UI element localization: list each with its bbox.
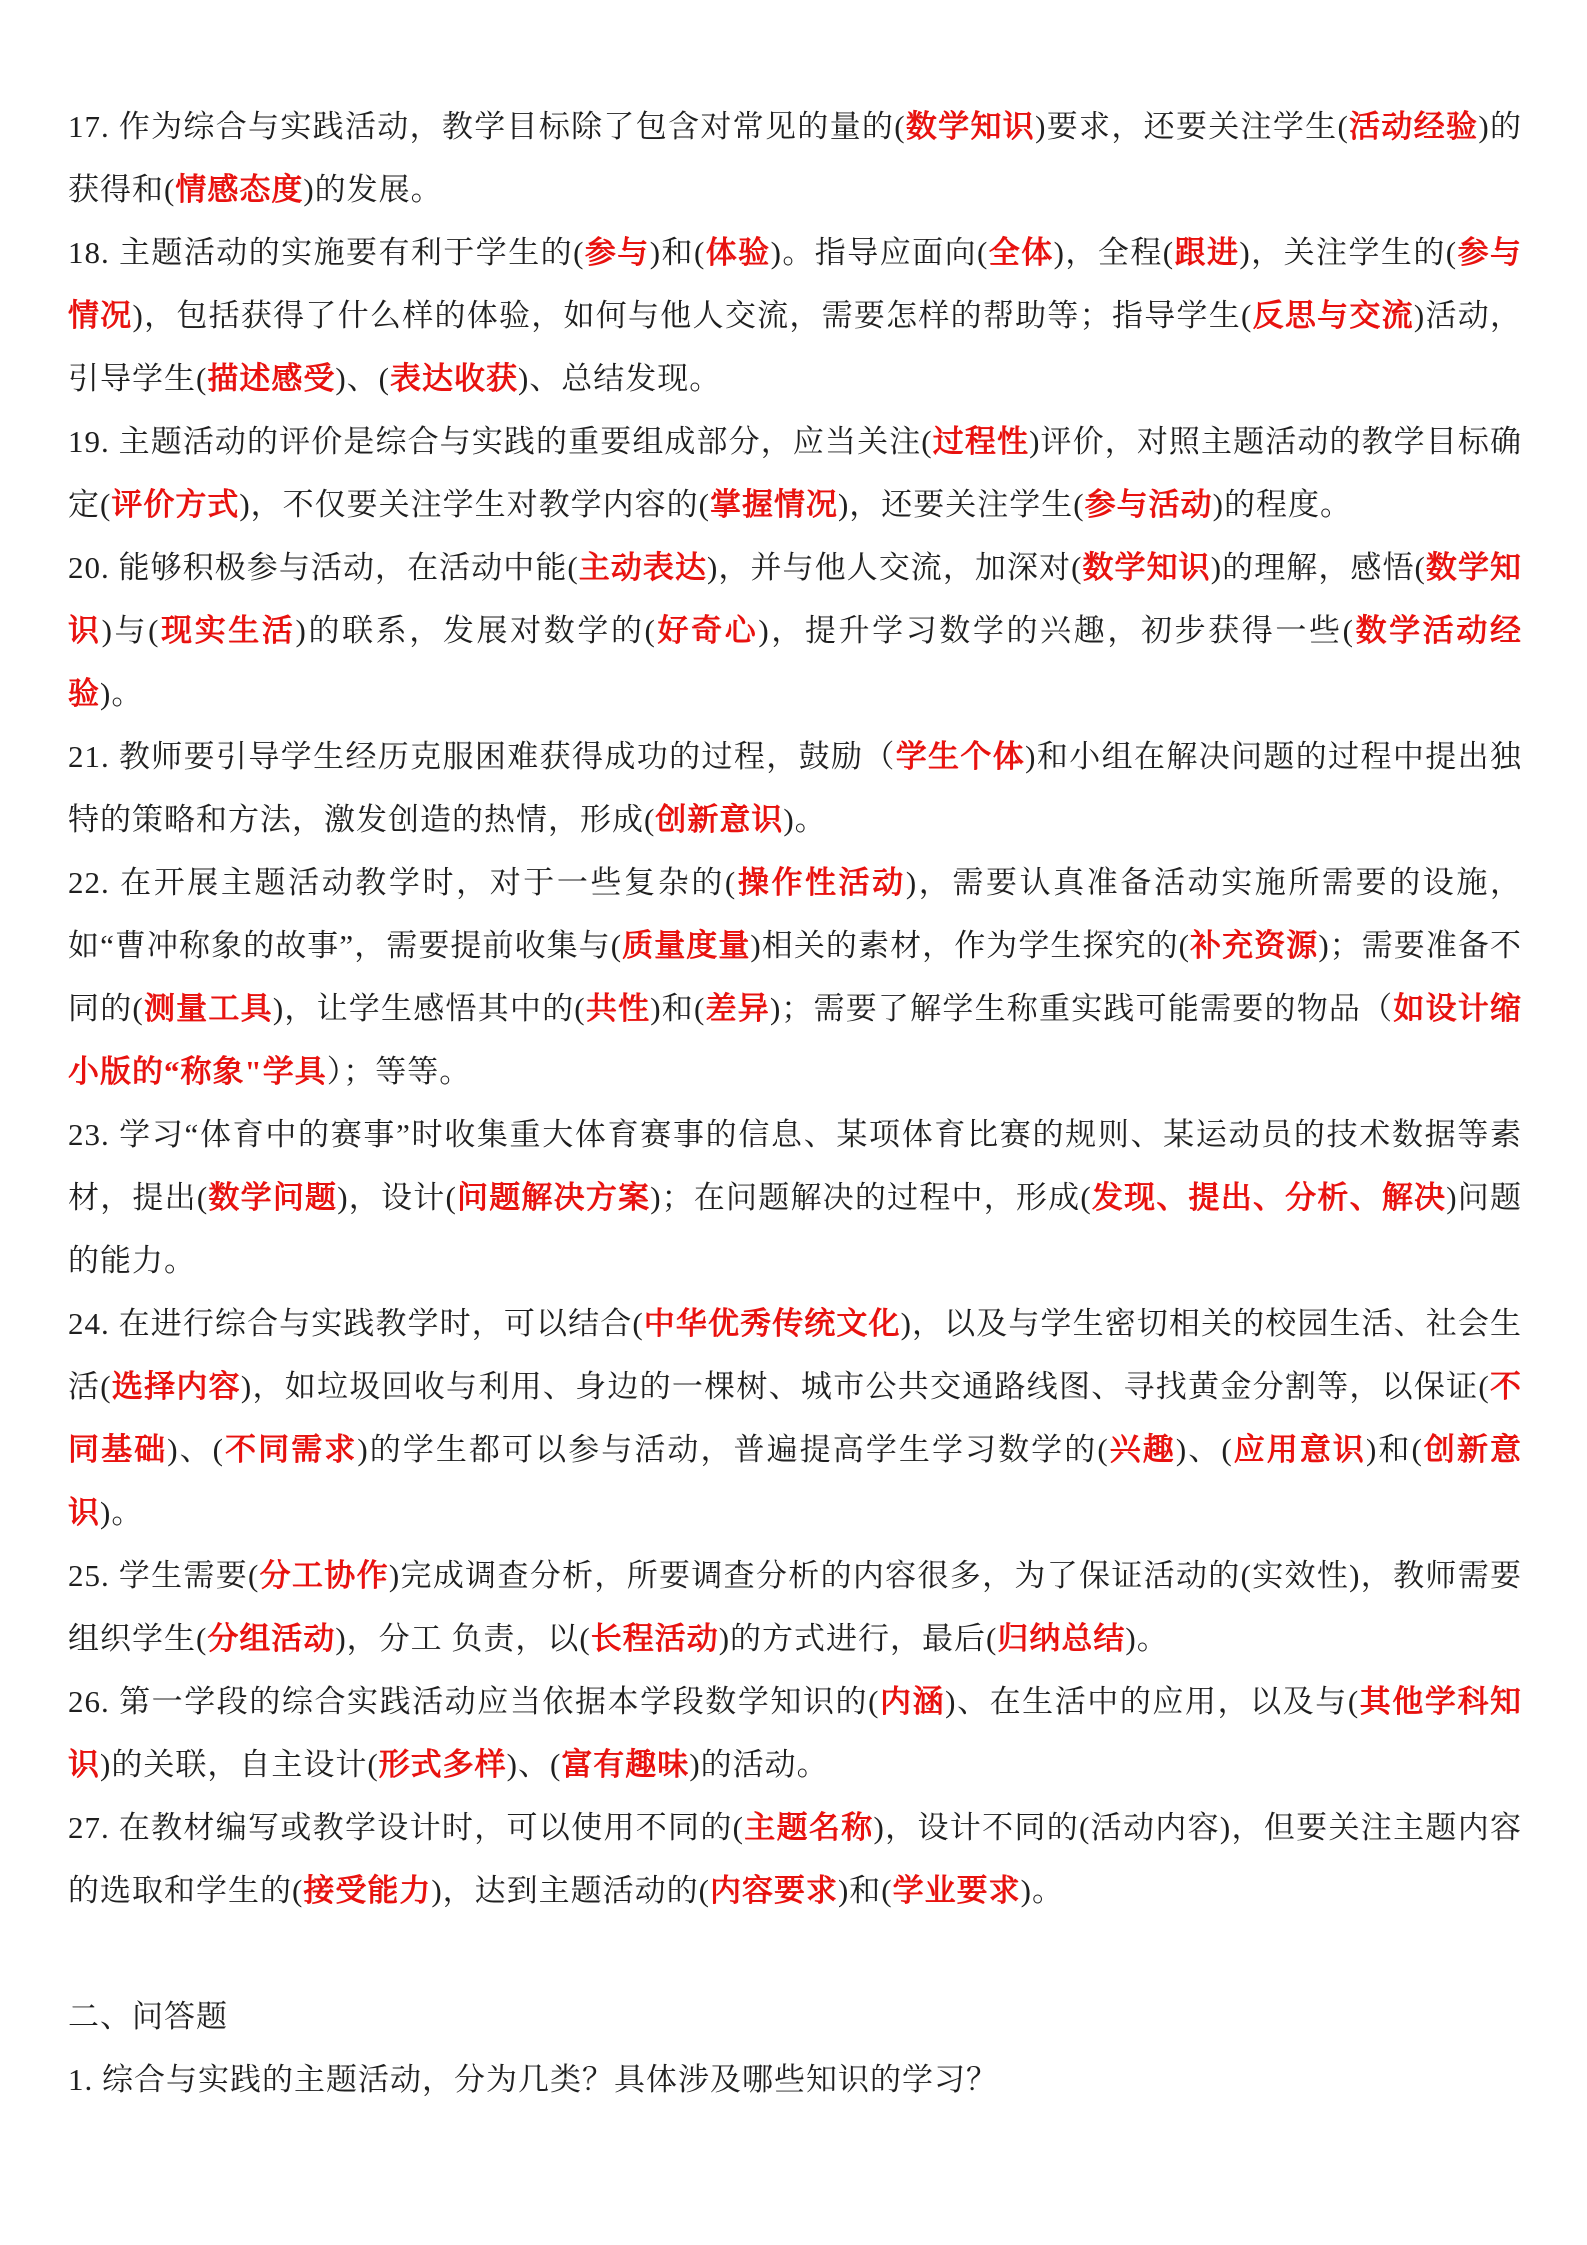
text-run: 17. 作为综合与实践活动，教学目标除了包含对常见的量的(	[68, 109, 906, 144]
text-run: )、(	[167, 1432, 225, 1467]
highlighted-term: 描述感受	[207, 361, 336, 396]
highlighted-term: 现实生活	[159, 613, 296, 648]
text-run: )；在问题解决的过程中，形成(	[650, 1180, 1092, 1215]
highlighted-term: 补充资源	[1190, 928, 1319, 963]
text-run: 26. 第一学段的综合实践活动应当依据本学段数学知识的(	[68, 1684, 880, 1719]
highlighted-term: 分工协作	[259, 1558, 389, 1593]
highlighted-term: 主动表达	[578, 550, 708, 585]
text-run: 20. 能够积极参与活动，在活动中能(	[68, 550, 579, 585]
highlighted-term: 主题名称	[744, 1810, 874, 1845]
text-run: )，全程(	[1053, 235, 1175, 270]
highlighted-term: 掌握情况	[709, 487, 838, 522]
text-run: )；需要了解学生称重实践可能需要的物品（	[769, 991, 1394, 1026]
highlighted-term: 内容要求	[709, 1873, 838, 1908]
text-run: )的学生都可以参与活动，普遍提高学生学习数学的(	[357, 1432, 1109, 1467]
highlighted-term: 全体	[988, 235, 1054, 270]
highlighted-term: 富有趣味	[561, 1747, 690, 1782]
highlighted-term: 参与情况	[68, 235, 1523, 333]
text-run: )评价，对照主题活动的教学目标确定(	[68, 424, 1522, 522]
text-run: )的获得和(	[68, 109, 1522, 207]
highlighted-term: 创新意识	[68, 1432, 1523, 1530]
text-run: 24. 在进行综合与实践教学时，可以结合(	[68, 1306, 644, 1341]
text-run: )与(	[101, 613, 160, 648]
text-run: 18. 主题活动的实施要有利于学生的(	[68, 235, 585, 270]
text-run: )。	[1125, 1621, 1169, 1656]
text-run: )，关注学生的(	[1239, 235, 1458, 270]
highlighted-term: 形式多样	[378, 1747, 507, 1782]
text-run: )，设计不同的(活动内容)，但要关注主题内容的选取和学生的(	[68, 1810, 1522, 1908]
text-run: )相关的素材，作为学生探究的(	[750, 928, 1190, 963]
text-run: )，并与他人交流，加深对(	[707, 550, 1083, 585]
text-run: )和(	[1366, 1432, 1423, 1467]
item-19	[68, 410, 1522, 536]
text-run: )、(	[506, 1747, 562, 1782]
item-20	[68, 536, 1522, 725]
highlighted-term: 数学知识	[905, 109, 1036, 144]
text-run: )的发展。	[303, 172, 443, 207]
text-run: )和小组在解决问题的过程中提出独特的策略和方法，激发创造的热情，形成(	[68, 739, 1523, 837]
highlighted-term: 接受能力	[303, 1873, 432, 1908]
highlighted-term: 不同基础	[68, 1369, 1523, 1467]
highlighted-term: 学生个体	[895, 739, 1026, 774]
text-run: )和(	[649, 235, 706, 270]
item-22	[68, 851, 1522, 1103]
highlighted-term: 好奇心	[655, 613, 759, 648]
text-run: )的理解，感悟(	[1210, 550, 1426, 585]
text-run: )和(	[837, 1873, 893, 1908]
text-run: )的联系，发展对数学的(	[295, 613, 656, 648]
text-run: )、总结发现。	[517, 361, 722, 396]
text-run: )的程度。	[1212, 487, 1352, 522]
text-run: )的方式进行，最后(	[718, 1621, 998, 1656]
item-18	[68, 221, 1522, 410]
text-run: )，还要关注学生(	[837, 487, 1085, 522]
item-23	[68, 1103, 1522, 1292]
highlighted-term: 应用意识	[1232, 1432, 1367, 1467]
highlighted-term: 质量度量	[622, 928, 751, 963]
text-run: ）；等等。	[326, 1054, 472, 1089]
text-run: )，提升学习数学的兴趣，初步获得一些(	[758, 613, 1354, 648]
highlighted-term: 表达收获	[389, 361, 518, 396]
text-run: )要求，还要关注学生(	[1035, 109, 1349, 144]
highlighted-term: 创新意识	[655, 802, 784, 837]
text-run: )。	[100, 1495, 144, 1530]
highlighted-term: 内涵	[879, 1684, 946, 1719]
highlighted-term: 长程活动	[590, 1621, 719, 1656]
highlighted-term: 操作性活动	[736, 865, 906, 900]
text-run: )，以及与学生密切相关的校园生活、社会生活(	[68, 1306, 1522, 1404]
highlighted-term: 选择内容	[111, 1369, 241, 1404]
text-run: 27. 在教材编写或教学设计时，可以使用不同的(	[68, 1810, 744, 1845]
text-run: )、(	[1175, 1432, 1233, 1467]
highlighted-term: 情感态度	[175, 172, 304, 207]
highlighted-term: 学业要求	[892, 1873, 1021, 1908]
item-27	[68, 1796, 1522, 1922]
item-24	[68, 1292, 1522, 1544]
text-run: 21. 教师要引导学生经历克服困难获得成功的过程，鼓励（	[68, 739, 896, 774]
text-run: )，设计(	[337, 1180, 457, 1215]
text-run: 19. 主题活动的评价是综合与实践的重要组成部分，应当关注(	[68, 424, 933, 459]
highlighted-term: 归纳总结	[997, 1621, 1126, 1656]
highlighted-term: 分组活动	[207, 1621, 336, 1656]
highlighted-term: 测量工具	[143, 991, 273, 1026]
text-run: 23. 学习“体育中的赛事”时收集重大体育赛事的信息、某项体育比赛的规则、某运动员的技术数据等素材，提出(	[68, 1117, 1522, 1215]
highlighted-term: 跟进	[1174, 235, 1240, 270]
text-run: 25. 学生需要(	[68, 1558, 260, 1593]
text-run: )和(	[650, 991, 706, 1026]
text-run: 22. 在开展主题活动教学时，对于一些复杂的(	[68, 865, 737, 900]
text-run: )。	[100, 676, 144, 711]
highlighted-term: 反思与交流	[1252, 298, 1414, 333]
highlighted-term: 中华优秀传统文化	[643, 1306, 901, 1341]
text-run: )活动，引导学生(	[68, 298, 1523, 396]
highlighted-term: 差异	[705, 991, 770, 1026]
text-run: )，让学生感悟其中的(	[272, 991, 586, 1026]
highlighted-term: 活动经验	[1348, 109, 1479, 144]
document-body	[68, 95, 1522, 1922]
highlighted-term: 兴趣	[1108, 1432, 1176, 1467]
highlighted-term: 其他学科知识	[68, 1684, 1523, 1782]
text-run: )。指导应面向(	[770, 235, 989, 270]
item-26	[68, 1670, 1522, 1796]
section-two-heading: 二、问答题	[68, 1999, 228, 2034]
text-run: )的关联，自主设计(	[100, 1747, 379, 1782]
item-25	[68, 1544, 1522, 1670]
item-21	[68, 725, 1522, 851]
highlighted-term: 参与	[584, 235, 650, 270]
text-run: )，需要认真准备活动实施所需要的设施，如“曹冲称象的故事”，需要提前收集与(	[68, 865, 1522, 963]
text-run: )、在生活中的应用，以及与(	[945, 1684, 1360, 1719]
item-17	[68, 95, 1522, 221]
text-run: )问题的能力。	[68, 1180, 1523, 1278]
highlighted-term: 数学知识	[1082, 550, 1211, 585]
highlighted-term: 数学问题	[208, 1180, 338, 1215]
text-run: )。	[783, 802, 827, 837]
text-run: )，包括获得了什么样的体验，如何与他人交流，需要怎样的帮助等；指导学生(	[132, 298, 1253, 333]
highlighted-term: 参与活动	[1084, 487, 1213, 522]
section-two-question-1: 1. 综合与实践的主题活动，分为几类？具体涉及哪些知识的学习？	[68, 2062, 998, 2097]
text-run: )；需要准备不同的(	[68, 928, 1523, 1026]
highlighted-term: 如设计缩小版的“称象"学具	[68, 991, 1522, 1089]
highlighted-term: 问题解决方案	[456, 1180, 651, 1215]
text-run: )，达到主题活动的(	[431, 1873, 710, 1908]
text-run: )，如垃圾回收与利用、身边的一棵树、城市公共交通路线图、寻找黄金分割等，以保证(	[240, 1369, 1490, 1404]
highlighted-term: 数学活动经验	[68, 613, 1522, 711]
text-run: )，不仅要关注学生对教学内容的(	[239, 487, 710, 522]
highlighted-term: 数学知识	[68, 550, 1523, 648]
text-run: )完成调查分析，所要调查分析的内容很多，为了保证活动的(实效性)，教师需要组织学生(	[68, 1558, 1523, 1656]
highlighted-term: 不同需求	[224, 1432, 358, 1467]
highlighted-term: 体验	[705, 235, 771, 270]
text-run: )、(	[335, 361, 390, 396]
highlighted-term: 共性	[585, 991, 651, 1026]
highlighted-term: 过程性	[932, 424, 1030, 459]
text-run: )。	[1020, 1873, 1064, 1908]
highlighted-term: 评价方式	[111, 487, 240, 522]
text-run: )的活动。	[689, 1747, 829, 1782]
highlighted-term: 发现、提出、分析、解决	[1091, 1180, 1447, 1215]
text-run: )，分工 负责，以(	[335, 1621, 591, 1656]
